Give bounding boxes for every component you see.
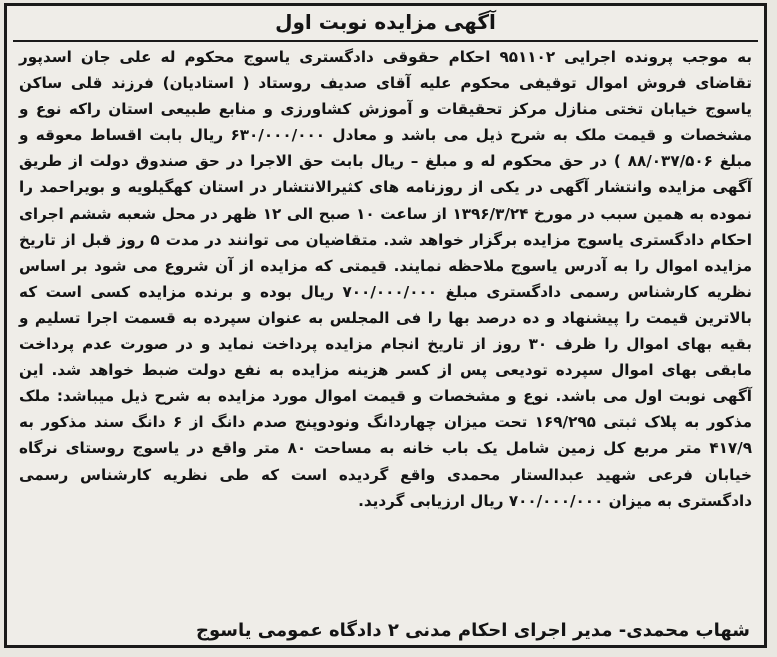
notice-signature: شهاب محمدی- مدیر اجرای احکام مدنی ۲ دادگاه عمومی یاسوج xyxy=(196,620,750,641)
auction-notice xyxy=(4,3,767,648)
notice-body: به موجب پرونده اجرایی ۹۵۱۱۰۲ احکام حقوقی دادگستری یاسوج محکوم له علی جان اسدپور تقاضای فروش اموال توقیفی محکوم علیه آقای صدیف روستاد ( استادیان) فرزند قلی ساکن یاسوج خیابان تختی منازل مرکز تحقیقات و آموزش کشاورزی و منابع طبیعی استان راکه نوع و مشخصات و قیمت ملک به شرح ذیل می باشد و معادل ۶۳۰/۰۰۰/۰۰۰ ریال بابت اقساط معوقه و مبلغ ۸۸/۰۳۷/۵۰۶ ) در حق محکوم له و مبلغ – ریال بابت حق الاجرا در حق صندوق دولت از طریق آگهی مزایده وانتشار آگهی در یکی از روزنامه های کثیرالانتشار در استان کهگیلویه و بویراحمد را نموده به همین سبب در مورخ ۱۳۹۶/۳/۲۴ از ساعت ۱۰ صبح الی ۱۲ ظهر در محل شعبه ششم اجرای احکام دادگستری یاسوج مزایده برگزار خواهد شد. متقاضیان می توانند در مدت ۵ روز قبل از تاریخ مزایده اموال را به آدرس یاسوج ملاحظه نمایند. قیمتی که مزایده از آن شروع می شود بر اساس نظریه کارشناس رسمی دادگستری مبلغ ۷۰۰/۰۰۰/۰۰۰ ریال بوده و برنده مزایده کسی است که بالاترین قیمت را پیشنهاد و ده درصد بها را فی المجلس به عنوان سپرده به قسمت اجرا تسلیم و بقیه بهای اموال را ظرف ۳۰ روز از تاریخ انجام مزایده پرداخت نماید و در صورت عدم پرداخت مابقی بهای اموال سپرده تودیعی پس از کسر هزینه مزایده به نفع دولت ضبط خواهد شد. این آگهی نوبت اول می باشد. نوع و مشخصات و قیمت اموال مورد مزایده به شرح ذیل میباشد: ملک مذکور به پلاک ثبتی ۱۶۹/۲۹۵ تحت میزان چهاردانگ ونودوپنج صدم دانگ از ۶ دانگ سند مذکور به ۴۱۷/۹ متر مربع کل زمین شامل یک باب خانه به مساحت ۸۰ متر واقع در یاسوج روستای نرگاه خیابان فرعی شهید عبدالستار محمدی واقع گردیده است که طی نظریه کارشناس رسمی دادگستری به میزان ۷۰۰/۰۰۰/۰۰۰ ریال ارزیابی گردید. xyxy=(19,48,753,510)
title-divider xyxy=(13,40,758,42)
notice-title: آگهی مزایده نوبت اول xyxy=(275,10,496,34)
